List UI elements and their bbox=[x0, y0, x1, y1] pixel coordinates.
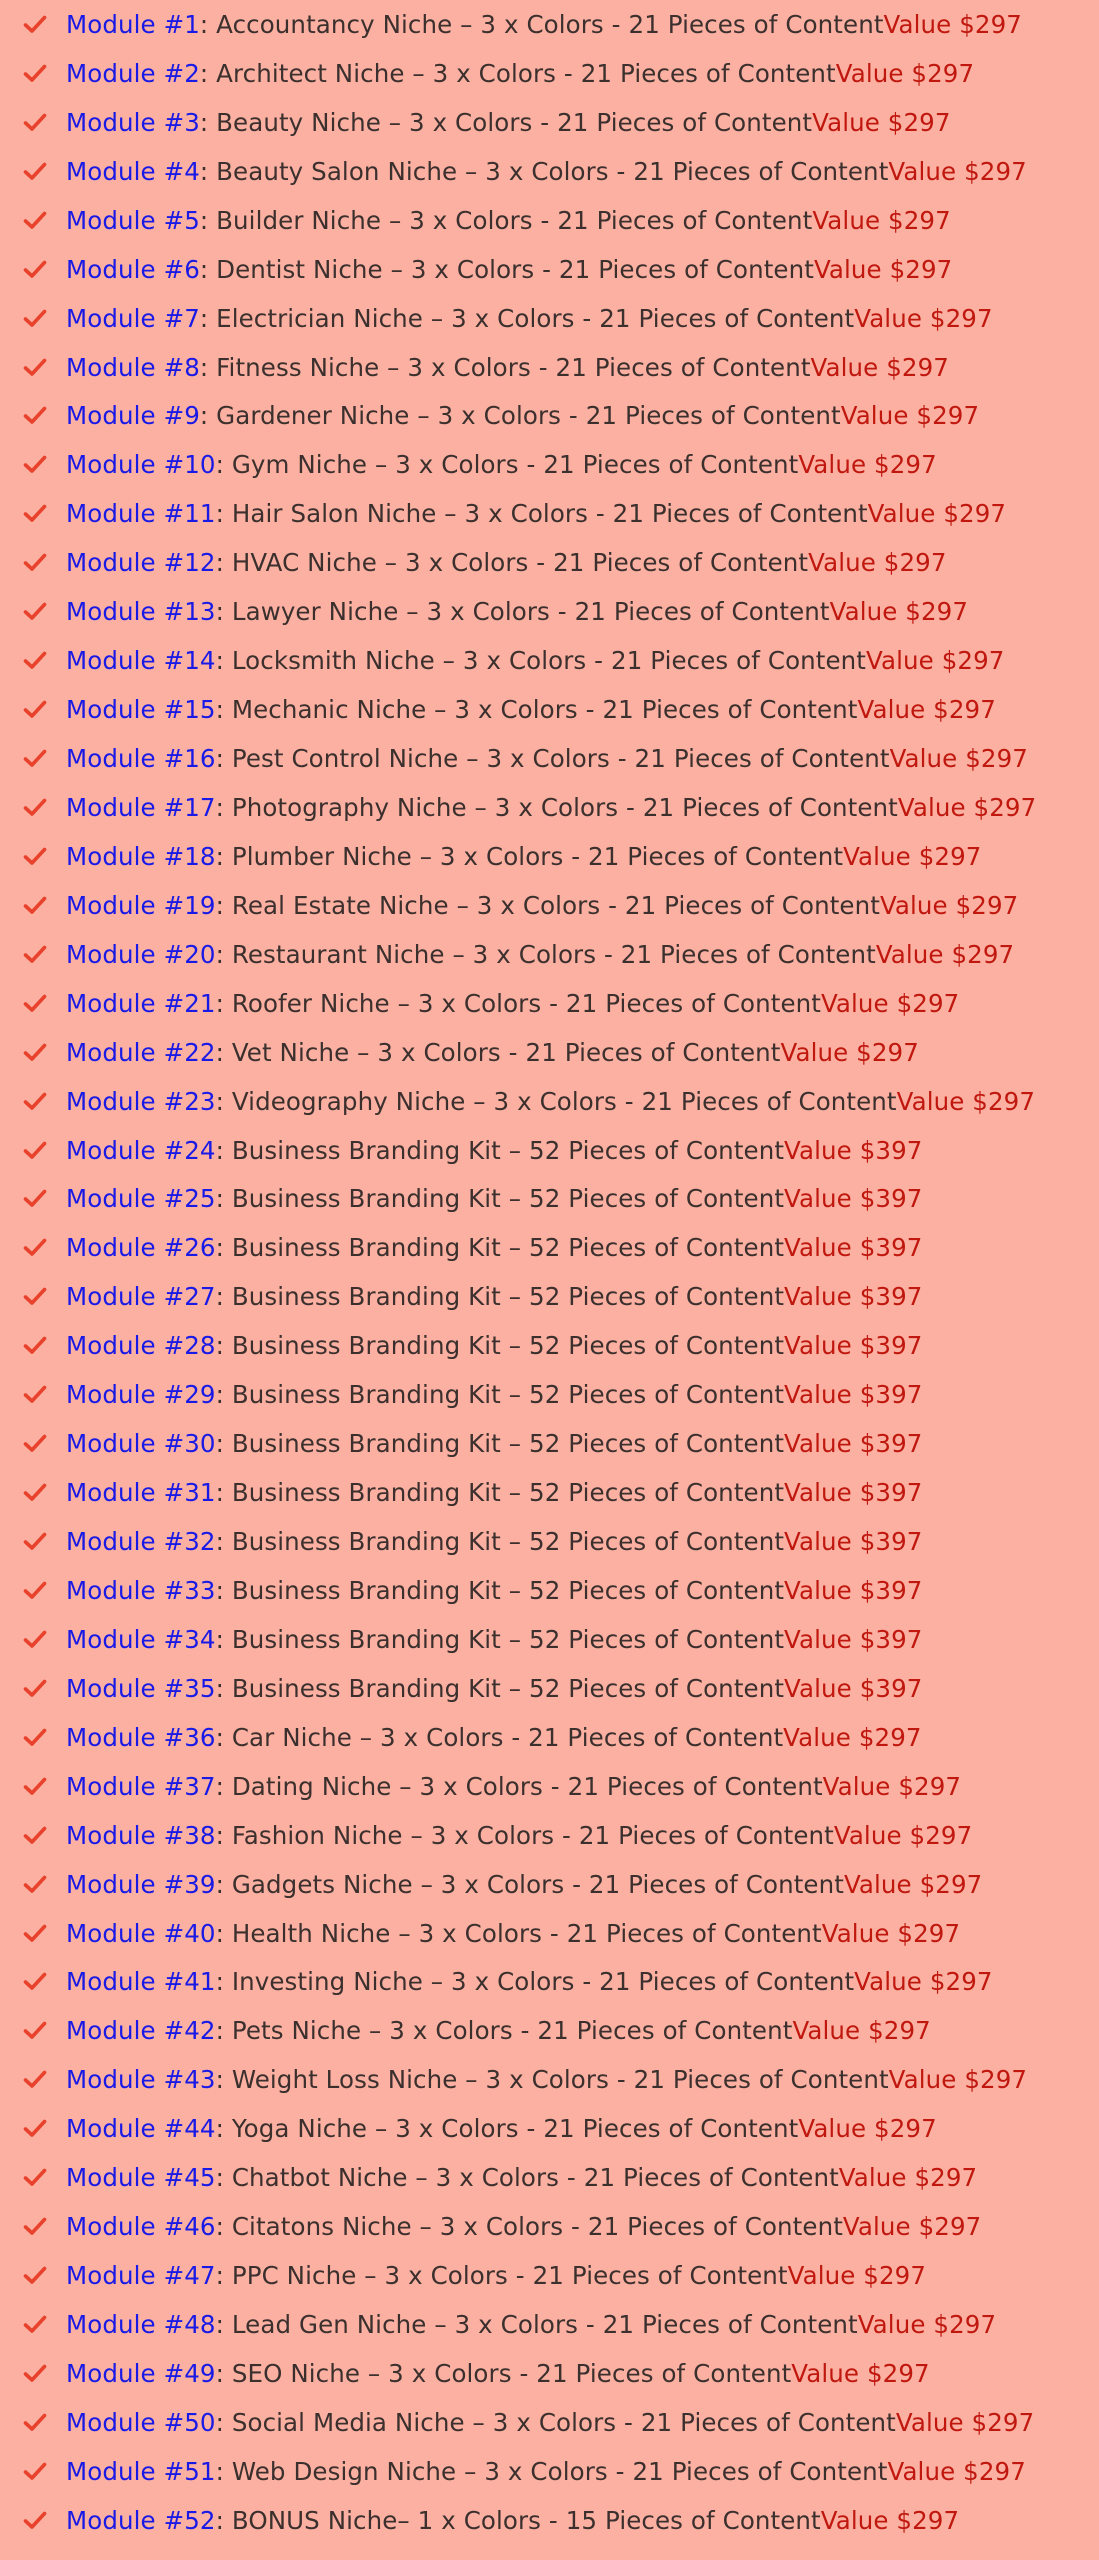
check-icon bbox=[0, 1483, 66, 1502]
module-value: Value $297 bbox=[791, 2358, 930, 2388]
module-description: : Business Branding Kit – 52 Pieces of Content bbox=[215, 1575, 785, 1605]
module-item bbox=[0, 881, 1099, 930]
check-icon bbox=[0, 455, 66, 474]
module-description: : Business Branding Kit – 52 Pieces of Content bbox=[215, 1233, 785, 1263]
module-value: Value $297 bbox=[895, 2407, 1035, 2437]
module-item bbox=[0, 489, 1099, 538]
module-value: Value $397 bbox=[784, 1233, 923, 1263]
module-description: : Business Branding Kit – 52 Pieces of Content bbox=[215, 1624, 785, 1654]
module-description: : Business Branding Kit – 52 Pieces of Content bbox=[215, 1527, 785, 1557]
module-label: Module #20 bbox=[66, 939, 216, 969]
module-description: : Pets Niche – 3 x Colors - 21 Pieces of Content bbox=[215, 2016, 793, 2046]
module-description: : Restaurant Niche – 3 x Colors - 21 Pieces of Content bbox=[215, 939, 876, 969]
module-label: Module #43 bbox=[66, 2065, 216, 2095]
check-icon bbox=[0, 1141, 66, 1160]
module-label: Module #23 bbox=[66, 1086, 216, 1116]
module-item bbox=[0, 1077, 1099, 1126]
module-label: Module #14 bbox=[66, 646, 216, 676]
check-icon bbox=[0, 1336, 66, 1355]
module-description: : Videography Niche – 3 x Colors - 21 Pieces of Content bbox=[215, 1086, 897, 1116]
module-label: Module #8 bbox=[66, 352, 200, 382]
check-icon bbox=[0, 1532, 66, 1551]
module-description: : Dating Niche – 3 x Colors - 21 Pieces of Content bbox=[215, 1771, 823, 1801]
check-icon bbox=[0, 2168, 66, 2187]
module-item bbox=[0, 2349, 1099, 2398]
check-icon bbox=[0, 504, 66, 523]
module-description: : Pest Control Niche – 3 x Colors - 21 Pieces of Content bbox=[215, 744, 890, 774]
check-icon bbox=[0, 1434, 66, 1453]
module-description: : Car Niche – 3 x Colors - 21 Pieces of Content bbox=[215, 1722, 784, 1752]
module-item bbox=[0, 2104, 1099, 2153]
module-value: Value $297 bbox=[867, 499, 1007, 529]
module-value: Value $297 bbox=[835, 58, 975, 88]
module-label: Module #3 bbox=[66, 107, 200, 137]
module-item bbox=[0, 1272, 1099, 1321]
module-description: : HVAC Niche – 3 x Colors - 21 Pieces of Content bbox=[215, 548, 809, 578]
check-icon bbox=[0, 1092, 66, 1111]
module-description: : Photography Niche – 3 x Colors - 21 Pieces of Content bbox=[215, 792, 898, 822]
module-label: Module #4 bbox=[66, 156, 200, 186]
module-description: : Business Branding Kit – 52 Pieces of Content bbox=[215, 1282, 785, 1312]
module-label: Module #37 bbox=[66, 1771, 216, 1801]
check-icon bbox=[0, 113, 66, 132]
module-description: : Business Branding Kit – 52 Pieces of Content bbox=[215, 1478, 785, 1508]
module-description: : Health Niche – 3 x Colors - 21 Pieces of Content bbox=[215, 1918, 822, 1948]
module-item bbox=[0, 392, 1099, 441]
module-value: Value $397 bbox=[784, 1282, 923, 1312]
module-value: Value $397 bbox=[784, 1624, 923, 1654]
module-value: Value $397 bbox=[784, 1380, 923, 1410]
check-icon bbox=[0, 64, 66, 83]
module-description: : Vet Niche – 3 x Colors - 21 Pieces of Content bbox=[215, 1037, 781, 1067]
check-icon bbox=[0, 1385, 66, 1404]
module-value: Value $297 bbox=[780, 1037, 919, 1067]
check-icon bbox=[0, 945, 66, 964]
module-value: Value $297 bbox=[883, 9, 1022, 39]
module-value: Value $297 bbox=[798, 450, 937, 480]
module-description: : Business Branding Kit – 52 Pieces of Content bbox=[215, 1673, 785, 1703]
module-item bbox=[0, 979, 1099, 1028]
module-value: Value $297 bbox=[833, 1820, 973, 1850]
module-value: Value $297 bbox=[840, 401, 980, 431]
check-icon bbox=[0, 2364, 66, 2383]
module-value: Value $397 bbox=[784, 1527, 923, 1557]
module-value: Value $297 bbox=[820, 2505, 960, 2535]
check-icon bbox=[0, 211, 66, 230]
module-value: Value $297 bbox=[821, 1918, 961, 1948]
check-icon bbox=[0, 1238, 66, 1257]
module-item bbox=[0, 1223, 1099, 1272]
module-label: Module #6 bbox=[66, 254, 200, 284]
module-item bbox=[0, 1811, 1099, 1860]
module-item bbox=[0, 1419, 1099, 1468]
module-label: Module #15 bbox=[66, 695, 216, 725]
module-value: Value $297 bbox=[808, 548, 947, 578]
module-label: Module #21 bbox=[66, 988, 216, 1018]
check-icon bbox=[0, 847, 66, 866]
check-icon bbox=[0, 994, 66, 1013]
module-item bbox=[0, 2447, 1099, 2496]
module-description: : Yoga Niche – 3 x Colors - 21 Pieces of Content bbox=[215, 2114, 799, 2144]
module-item bbox=[0, 1762, 1099, 1811]
module-value: Value $297 bbox=[813, 254, 953, 284]
module-value: Value $297 bbox=[888, 2065, 1028, 2095]
module-description: : Gardener Niche – 3 x Colors - 21 Pieces of Content bbox=[199, 401, 841, 431]
module-description: : Weight Loss Niche – 3 x Colors - 21 Pieces of Content bbox=[215, 2065, 889, 2095]
module-label: Module #32 bbox=[66, 1527, 216, 1557]
module-value: Value $297 bbox=[857, 2310, 997, 2340]
module-description: : Real Estate Niche – 3 x Colors - 21 Pieces of Content bbox=[215, 890, 880, 920]
module-label: Module #17 bbox=[66, 792, 216, 822]
module-label: Module #34 bbox=[66, 1624, 216, 1654]
module-item bbox=[0, 1517, 1099, 1566]
module-description: : Fashion Niche – 3 x Colors - 21 Pieces of Content bbox=[215, 1820, 834, 1850]
module-label: Module #52 bbox=[66, 2505, 216, 2535]
check-icon bbox=[0, 406, 66, 425]
check-icon bbox=[0, 2511, 66, 2530]
check-icon bbox=[0, 2413, 66, 2432]
module-description: : Business Branding Kit – 52 Pieces of Content bbox=[215, 1380, 785, 1410]
module-description: : Hair Salon Niche – 3 x Colors - 21 Pieces of Content bbox=[215, 499, 868, 529]
check-icon bbox=[0, 1679, 66, 1698]
module-description: : Web Design Niche – 3 x Colors - 21 Pieces of Content bbox=[215, 2456, 888, 2486]
module-item bbox=[0, 2202, 1099, 2251]
module-label: Module #35 bbox=[66, 1673, 216, 1703]
check-icon bbox=[0, 749, 66, 768]
module-label: Module #11 bbox=[66, 499, 216, 529]
check-icon bbox=[0, 1972, 66, 1991]
check-icon bbox=[0, 2217, 66, 2236]
module-value: Value $297 bbox=[896, 1086, 1036, 1116]
check-icon bbox=[0, 1581, 66, 1600]
module-value: Value $297 bbox=[866, 646, 1005, 676]
module-item bbox=[0, 245, 1099, 294]
module-value: Value $297 bbox=[820, 988, 960, 1018]
module-item bbox=[0, 783, 1099, 832]
module-description: : Business Branding Kit – 52 Pieces of Content bbox=[215, 1184, 785, 1214]
module-description: : Investing Niche – 3 x Colors - 21 Pieces of Content bbox=[215, 1967, 855, 1997]
module-label: Module #48 bbox=[66, 2310, 216, 2340]
module-label: Module #49 bbox=[66, 2358, 216, 2388]
module-label: Module #50 bbox=[66, 2407, 216, 2437]
module-item bbox=[0, 147, 1099, 196]
check-icon bbox=[0, 162, 66, 181]
module-label: Module #9 bbox=[66, 401, 200, 431]
module-item bbox=[0, 1126, 1099, 1175]
check-icon bbox=[0, 700, 66, 719]
module-label: Module #33 bbox=[66, 1575, 216, 1605]
check-icon bbox=[0, 358, 66, 377]
module-value: Value $297 bbox=[792, 2016, 931, 2046]
module-value: Value $297 bbox=[812, 205, 951, 235]
module-item bbox=[0, 1909, 1099, 1958]
module-label: Module #28 bbox=[66, 1331, 216, 1361]
module-label: Module #42 bbox=[66, 2016, 216, 2046]
module-label: Module #22 bbox=[66, 1037, 216, 1067]
module-label: Module #36 bbox=[66, 1722, 216, 1752]
module-item bbox=[0, 2398, 1099, 2447]
module-value: Value $297 bbox=[857, 695, 996, 725]
module-value: Value $297 bbox=[875, 939, 1015, 969]
check-icon bbox=[0, 2462, 66, 2481]
module-description: : Lead Gen Niche – 3 x Colors - 21 Pieces of Content bbox=[215, 2310, 858, 2340]
module-item bbox=[0, 587, 1099, 636]
module-item bbox=[0, 2300, 1099, 2349]
module-description: : Electrician Niche – 3 x Colors - 21 Pieces of Content bbox=[199, 303, 855, 333]
module-label: Module #12 bbox=[66, 548, 216, 578]
module-value: Value $397 bbox=[784, 1135, 923, 1165]
module-description: : Beauty Salon Niche – 3 x Colors - 21 Pieces of Content bbox=[199, 156, 889, 186]
module-label: Module #39 bbox=[66, 1869, 216, 1899]
module-item bbox=[0, 2153, 1099, 2202]
module-value: Value $297 bbox=[783, 1722, 922, 1752]
module-label: Module #13 bbox=[66, 597, 216, 627]
module-value: Value $297 bbox=[829, 597, 969, 627]
module-item bbox=[0, 98, 1099, 147]
module-label: Module #26 bbox=[66, 1233, 216, 1263]
check-icon bbox=[0, 2119, 66, 2138]
module-item bbox=[0, 1615, 1099, 1664]
module-item bbox=[0, 636, 1099, 685]
module-item bbox=[0, 1175, 1099, 1224]
module-label: Module #29 bbox=[66, 1380, 216, 1410]
module-description: : Plumber Niche – 3 x Colors - 21 Pieces of Content bbox=[215, 841, 844, 871]
module-value: Value $297 bbox=[879, 890, 1019, 920]
check-icon bbox=[0, 1728, 66, 1747]
module-description: : Accountancy Niche – 3 x Colors - 21 Pieces of Content bbox=[199, 9, 884, 39]
module-label: Module #25 bbox=[66, 1184, 216, 1214]
module-label: Module #16 bbox=[66, 744, 216, 774]
module-value: Value $297 bbox=[843, 841, 982, 871]
module-value: Value $297 bbox=[798, 2114, 937, 2144]
module-value: Value $297 bbox=[842, 2212, 982, 2242]
check-icon bbox=[0, 602, 66, 621]
module-item bbox=[0, 440, 1099, 489]
module-description: : Social Media Niche – 3 x Colors - 21 Pieces of Content bbox=[215, 2407, 896, 2437]
module-item bbox=[0, 294, 1099, 343]
module-value: Value $397 bbox=[784, 1575, 923, 1605]
module-description: : Chatbot Niche – 3 x Colors - 21 Pieces of Content bbox=[215, 2163, 839, 2193]
module-item bbox=[0, 930, 1099, 979]
module-item bbox=[0, 1028, 1099, 1077]
module-item bbox=[0, 2055, 1099, 2104]
module-label: Module #31 bbox=[66, 1478, 216, 1508]
module-value: Value $397 bbox=[784, 1673, 923, 1703]
module-value: Value $297 bbox=[787, 2261, 927, 2291]
module-label: Module #46 bbox=[66, 2212, 216, 2242]
check-icon bbox=[0, 309, 66, 328]
module-description: : Beauty Niche – 3 x Colors - 21 Pieces of Content bbox=[199, 107, 813, 137]
module-value: Value $297 bbox=[812, 107, 951, 137]
module-item bbox=[0, 1321, 1099, 1370]
module-label: Module #47 bbox=[66, 2261, 216, 2291]
module-item bbox=[0, 196, 1099, 245]
module-item bbox=[0, 1370, 1099, 1419]
check-icon bbox=[0, 1875, 66, 1894]
module-value: Value $397 bbox=[784, 1478, 923, 1508]
module-item bbox=[0, 1566, 1099, 1615]
module-description: : Citatons Niche – 3 x Colors - 21 Pieces of Content bbox=[215, 2212, 843, 2242]
module-label: Module #51 bbox=[66, 2456, 216, 2486]
module-item bbox=[0, 1713, 1099, 1762]
module-value: Value $297 bbox=[843, 1869, 983, 1899]
check-icon bbox=[0, 896, 66, 915]
check-icon bbox=[0, 553, 66, 572]
module-value: Value $297 bbox=[838, 2163, 978, 2193]
module-description: : Dentist Niche – 3 x Colors - 21 Pieces of Content bbox=[199, 254, 814, 284]
module-item bbox=[0, 538, 1099, 587]
module-description: : Roofer Niche – 3 x Colors - 21 Pieces of Content bbox=[215, 988, 821, 1018]
module-label: Module #5 bbox=[66, 205, 200, 235]
module-value: Value $297 bbox=[854, 303, 993, 333]
check-icon bbox=[0, 1777, 66, 1796]
module-value: Value $297 bbox=[888, 156, 1027, 186]
module-description: : Mechanic Niche – 3 x Colors - 21 Pieces of Content bbox=[215, 695, 858, 725]
module-label: Module #2 bbox=[66, 58, 200, 88]
check-icon bbox=[0, 1043, 66, 1062]
module-value: Value $397 bbox=[784, 1331, 923, 1361]
module-item bbox=[0, 685, 1099, 734]
module-item bbox=[0, 1860, 1099, 1909]
module-value: Value $297 bbox=[887, 2456, 1026, 2486]
check-icon bbox=[0, 798, 66, 817]
module-description: : Architect Niche – 3 x Colors - 21 Pieces of Content bbox=[199, 58, 836, 88]
module-description: : Lawyer Niche – 3 x Colors - 21 Pieces of Content bbox=[215, 597, 830, 627]
module-label: Module #27 bbox=[66, 1282, 216, 1312]
check-icon bbox=[0, 260, 66, 279]
module-value: Value $397 bbox=[784, 1184, 923, 1214]
module-description: : PPC Niche – 3 x Colors - 21 Pieces of Content bbox=[215, 2261, 788, 2291]
module-label: Module #7 bbox=[66, 303, 200, 333]
module-value: Value $297 bbox=[810, 352, 949, 382]
module-item bbox=[0, 1664, 1099, 1713]
module-description: : Business Branding Kit – 52 Pieces of Content bbox=[215, 1135, 785, 1165]
module-description: : Gadgets Niche – 3 x Colors - 21 Pieces of Content bbox=[215, 1869, 844, 1899]
check-icon bbox=[0, 651, 66, 670]
check-icon bbox=[0, 1287, 66, 1306]
module-item bbox=[0, 832, 1099, 881]
module-item bbox=[0, 734, 1099, 783]
module-description: : Locksmith Niche – 3 x Colors - 21 Pieces of Content bbox=[215, 646, 867, 676]
check-icon bbox=[0, 1630, 66, 1649]
module-item bbox=[0, 1958, 1099, 2007]
module-description: : Gym Niche – 3 x Colors - 21 Pieces of Content bbox=[215, 450, 799, 480]
module-value: Value $297 bbox=[889, 744, 1028, 774]
module-item bbox=[0, 0, 1099, 49]
module-item bbox=[0, 1468, 1099, 1517]
module-description: : SEO Niche – 3 x Colors - 21 Pieces of Content bbox=[215, 2358, 792, 2388]
module-label: Module #41 bbox=[66, 1967, 216, 1997]
check-icon bbox=[0, 2266, 66, 2285]
module-description: : Business Branding Kit – 52 Pieces of Content bbox=[215, 1331, 785, 1361]
module-item bbox=[0, 2496, 1099, 2545]
module-label: Module #10 bbox=[66, 450, 216, 480]
module-value: Value $297 bbox=[897, 792, 1037, 822]
module-item bbox=[0, 49, 1099, 98]
module-item bbox=[0, 2251, 1099, 2300]
module-description: : BONUS Niche– 1 x Colors - 15 Pieces of Content bbox=[215, 2505, 821, 2535]
module-item bbox=[0, 2006, 1099, 2055]
module-value: Value $297 bbox=[822, 1771, 962, 1801]
module-label: Module #19 bbox=[66, 890, 216, 920]
check-icon bbox=[0, 1826, 66, 1845]
module-value: Value $397 bbox=[784, 1429, 923, 1459]
module-label: Module #18 bbox=[66, 841, 216, 871]
check-icon bbox=[0, 2021, 66, 2040]
check-icon bbox=[0, 15, 66, 34]
check-icon bbox=[0, 1924, 66, 1943]
module-label: Module #1 bbox=[66, 9, 200, 39]
check-icon bbox=[0, 2315, 66, 2334]
module-item bbox=[0, 343, 1099, 392]
module-value: Value $297 bbox=[854, 1967, 993, 1997]
module-label: Module #44 bbox=[66, 2114, 216, 2144]
check-icon bbox=[0, 1189, 66, 1208]
module-label: Module #40 bbox=[66, 1918, 216, 1948]
check-icon bbox=[0, 2070, 66, 2089]
module-label: Module #24 bbox=[66, 1135, 216, 1165]
module-label: Module #45 bbox=[66, 2163, 216, 2193]
module-description: : Business Branding Kit – 52 Pieces of Content bbox=[215, 1429, 785, 1459]
module-description: : Fitness Niche – 3 x Colors - 21 Pieces of Content bbox=[199, 352, 811, 382]
module-label: Module #30 bbox=[66, 1429, 216, 1459]
module-label: Module #38 bbox=[66, 1820, 216, 1850]
module-description: : Builder Niche – 3 x Colors - 21 Pieces of Content bbox=[199, 205, 813, 235]
